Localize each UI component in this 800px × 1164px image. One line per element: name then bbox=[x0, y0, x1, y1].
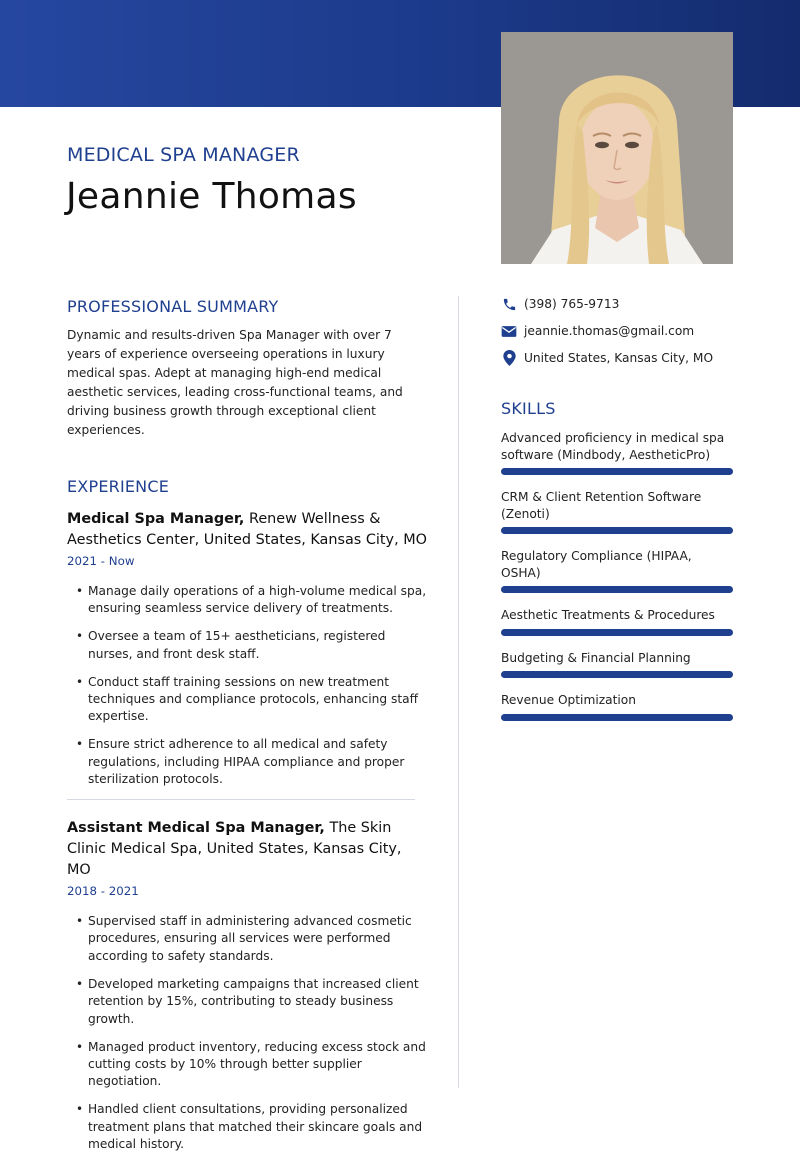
email-text: jeannie.thomas@gmail.com bbox=[524, 324, 695, 338]
summary-text: Dynamic and results-driven Spa Manager with over 7 years of experience overseeing operations in luxury medical spas. Adept at managing high-end medical aesthetic services, leading cross-functional teams, and driving business growth through exceptional client experiences. bbox=[67, 328, 403, 437]
phone-icon bbox=[501, 296, 517, 312]
job-header bbox=[67, 818, 429, 881]
skill-level-fill bbox=[501, 586, 733, 593]
skill-level-fill bbox=[501, 468, 733, 475]
skill-item bbox=[501, 607, 733, 636]
job-bullet: • Managed product inventory, reducing excess stock and cutting costs by 10% through better supplier negotiation. bbox=[67, 1039, 429, 1091]
skill-bar bbox=[501, 527, 733, 534]
skill-item bbox=[501, 650, 733, 679]
experience-heading: EXPERIENCE bbox=[67, 477, 170, 496]
skill-name: Revenue Optimization bbox=[501, 693, 636, 707]
skill-bar bbox=[501, 468, 733, 475]
job-bullet: • Manage daily operations of a high-volume medical spa, ensuring seamless service delivery of treatments. bbox=[67, 583, 429, 618]
job-bullet: • Supervised staff in administering advanced cosmetic procedures, ensuring all services were performed according to safety standards. bbox=[67, 913, 429, 965]
phone-text: (398) 765-9713 bbox=[524, 297, 620, 311]
job-company: Renew Wellness & Aesthetics Center, United States, Kansas City, MO bbox=[67, 511, 427, 548]
envelope-icon bbox=[501, 323, 517, 339]
job-bullet: • Conduct staff training sessions on new treatment techniques and compliance protocols, enhancing staff expertise. bbox=[67, 674, 429, 726]
skill-name: CRM & Client Retention Software (Zenoti) bbox=[501, 490, 702, 521]
job-position: Medical Spa Manager, bbox=[67, 511, 245, 527]
skill-item bbox=[501, 489, 733, 534]
contact-email bbox=[501, 322, 733, 340]
skill-item bbox=[501, 692, 733, 721]
job-dates: 2018 - 2021 bbox=[67, 884, 139, 899]
skill-bar bbox=[501, 671, 733, 678]
skill-bar bbox=[501, 586, 733, 593]
job-company: The Skin Clinic Medical Spa, United States, Kansas City, MO bbox=[67, 820, 402, 879]
job-bullet: • Developed marketing campaigns that increased client retention by 15%, contributing to steady business growth. bbox=[67, 976, 429, 1028]
job-title: MEDICAL SPA MANAGER bbox=[67, 144, 300, 166]
skill-item bbox=[501, 548, 733, 593]
skill-name: Advanced proficiency in medical spa software (Mindbody, AestheticPro) bbox=[501, 431, 725, 462]
skill-level-fill bbox=[501, 714, 733, 721]
candidate-name: Jeannie Thomas bbox=[66, 176, 357, 217]
skill-item bbox=[501, 430, 733, 475]
job-position: Assistant Medical Spa Manager, bbox=[67, 820, 325, 837]
skill-bar bbox=[501, 714, 733, 721]
side-column bbox=[501, 295, 733, 721]
skill-name: Aesthetic Treatments & Procedures bbox=[501, 608, 715, 622]
map-pin-icon bbox=[501, 350, 517, 366]
profile-photo bbox=[501, 32, 733, 264]
skill-name: Regulatory Compliance (HIPAA, OSHA) bbox=[501, 549, 692, 580]
skill-level-fill bbox=[501, 527, 733, 534]
skill-level-fill bbox=[501, 671, 733, 678]
skill-level-fill bbox=[501, 629, 733, 636]
main-column bbox=[67, 297, 429, 1164]
job-header bbox=[67, 509, 429, 551]
skill-name: Budgeting & Financial Planning bbox=[501, 650, 691, 665]
skills-heading: SKILLS bbox=[501, 399, 556, 418]
job-bullet: • Oversee a team of 15+ aestheticians, registered nurses, and front desk staff. bbox=[67, 628, 429, 663]
skill-bar bbox=[501, 629, 733, 636]
job-bullets bbox=[67, 583, 429, 789]
experience-entry bbox=[67, 509, 429, 789]
job-dates: 2021 - Now bbox=[67, 554, 135, 568]
job-bullet: • Handled client consultations, providing personalized treatment plans that matched their skincare goals and medical history. bbox=[67, 1101, 429, 1153]
experience-entry bbox=[67, 818, 429, 1153]
job-bullets bbox=[67, 913, 429, 1153]
contact-location bbox=[501, 349, 733, 367]
location-text: United States, Kansas City, MO bbox=[524, 351, 714, 365]
contact-phone bbox=[501, 295, 733, 313]
job-bullet: • Ensure strict adherence to all medical and safety regulations, including HIPAA compliance and proper sterilization protocols. bbox=[67, 736, 429, 788]
summary-heading: PROFESSIONAL SUMMARY bbox=[67, 297, 279, 316]
job-separator bbox=[67, 799, 415, 800]
column-divider bbox=[458, 296, 459, 1088]
